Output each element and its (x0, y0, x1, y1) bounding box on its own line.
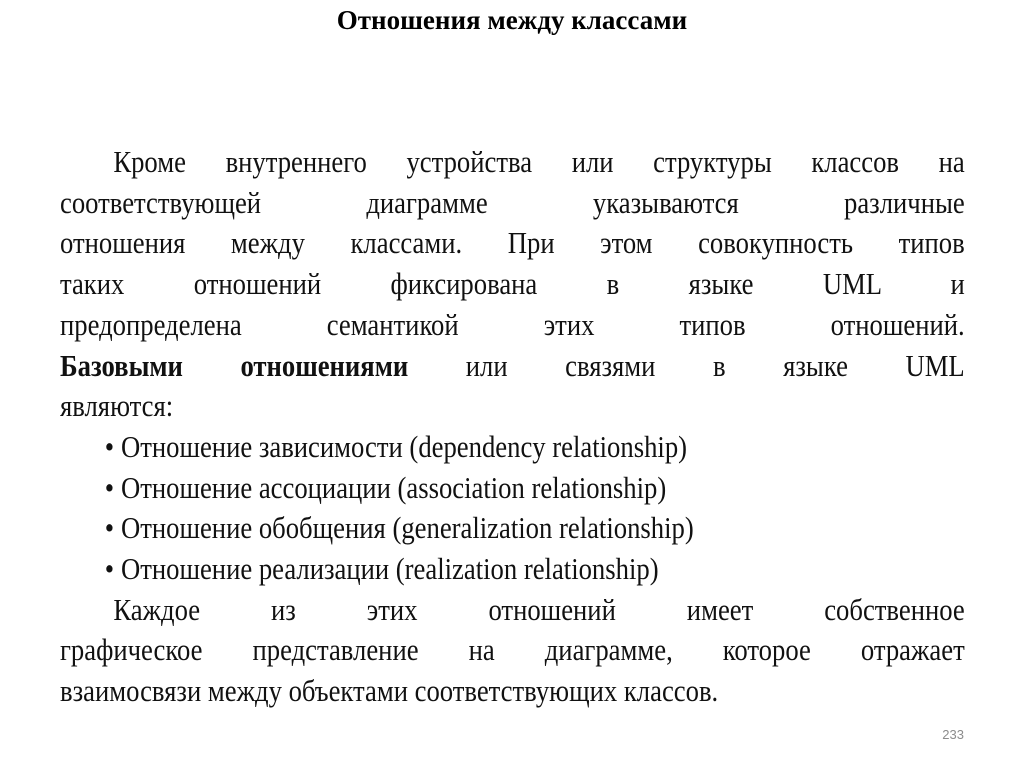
bullet-text: Отношение реализации (realization relationship) (120, 551, 659, 587)
bullet-text: Отношение зависимости (dependency relationship) (120, 428, 688, 464)
intro-line-1: Кроме внутреннего устройства или структуры классов на (113, 144, 965, 179)
closing-line-2: графическое представление на диаграмме, которое отражает (60, 632, 965, 668)
bullet-item-generalization (60, 508, 965, 549)
basic-relations-term: Базовыми отношениями (60, 347, 409, 383)
intro-line-3: отношения между классами. При этом совокупность типов (60, 225, 965, 261)
bullet-item-association (60, 468, 965, 509)
bullet-item-realization (60, 549, 965, 590)
bullet-icon: • (104, 469, 115, 505)
bullet-item-dependency (60, 427, 965, 468)
bullet-icon: • (104, 551, 115, 587)
bullet-text: Отношение обобщения (generalization relationship) (120, 510, 694, 546)
intro-line-5: предопределена семантикой этих типов отношений. (60, 306, 965, 342)
bullet-text: Отношение ассоциации (association relationship) (120, 469, 667, 505)
bullet-icon: • (104, 510, 115, 546)
basic-relations-end: являются: (60, 388, 174, 424)
basic-relations-rest: или связями в языке UML (465, 347, 965, 383)
bullet-icon: • (104, 428, 115, 464)
slide-title: Отношения между классами (336, 5, 688, 35)
intro-line-4: таких отношений фиксирована в языке UML и (60, 266, 965, 302)
closing-line-1: Каждое из этих отношений имеет собственное (113, 591, 965, 627)
intro-line-2: соответствующей диаграмме указываются различные (60, 184, 965, 220)
slide-body (60, 142, 965, 712)
page-number: 233 (942, 727, 964, 742)
closing-line-3: взаимосвязи между объектами соответствующих классов. (60, 673, 719, 709)
basic-relations-line (60, 346, 965, 387)
